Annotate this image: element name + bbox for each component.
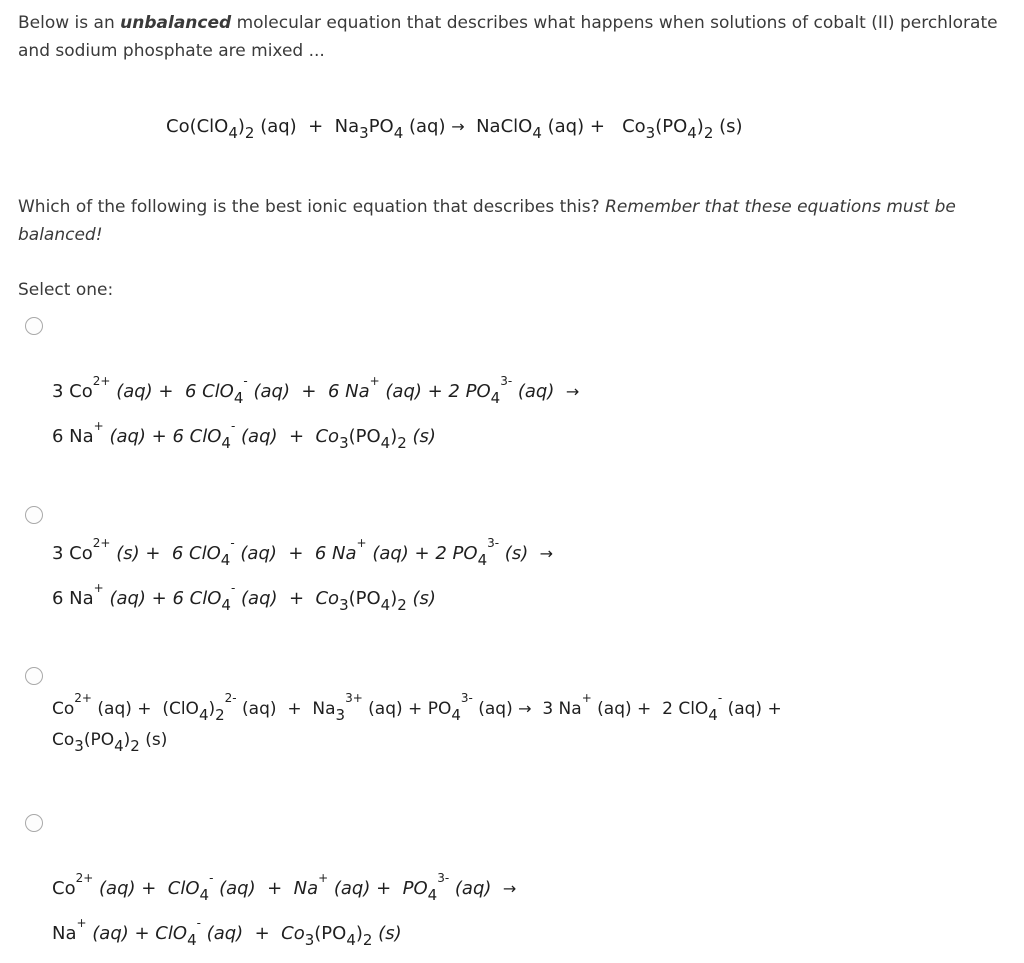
eq-part: (PO — [348, 426, 381, 447]
eq-sub: 4 — [380, 596, 391, 614]
eq-part: (aq) + Na — [236, 699, 336, 719]
eq-part: (s) + 6 ClO — [110, 543, 221, 564]
eq-part: (aq) + 2 ClO — [591, 699, 709, 719]
reaction-arrow-icon: → — [565, 382, 580, 401]
eq-sup: - — [243, 374, 248, 388]
eq-sub: 2 — [397, 596, 407, 614]
eq-part: (s) — [499, 543, 540, 564]
eq-part: ) — [208, 699, 216, 719]
eq-part: (aq) — [472, 699, 519, 719]
eq-part: (PO — [83, 730, 115, 750]
eq-part: Co — [52, 730, 75, 750]
eq-sub: 4 — [221, 596, 231, 614]
eq-part: (aq) — [449, 878, 503, 899]
eq-sub: 2 — [130, 737, 140, 755]
eq-sup: 3+ — [345, 691, 363, 705]
eq-sub: 4 — [199, 886, 210, 904]
eq-sub: 4 — [393, 124, 404, 142]
option-3-radio[interactable] — [25, 667, 43, 685]
eq-sup: 2+ — [92, 536, 111, 550]
option-2-line-1 — [52, 532, 553, 577]
eq-sub: 3 — [359, 124, 369, 142]
eq-sub: 4 — [221, 434, 231, 452]
eq-sub: 4 — [477, 551, 488, 569]
eq-sub: 4 — [233, 389, 244, 407]
eq-part: ) — [390, 588, 398, 609]
reaction-arrow-icon: → — [539, 544, 554, 563]
eq-part: PO — [368, 116, 394, 137]
eq-part: (s) — [406, 426, 436, 447]
option-4-line-1 — [52, 867, 516, 912]
option-4-radio[interactable] — [25, 814, 43, 832]
intro-text: Below is an — [18, 13, 121, 33]
option-1-equation[interactable] — [52, 370, 579, 460]
eq-sup: + — [93, 419, 104, 433]
question-emphasis: Remember that these equations must be balanced! — [18, 197, 956, 245]
eq-part: (aq) + Co — [200, 923, 305, 944]
eq-sup: 2+ — [75, 871, 94, 885]
eq-sub: 4 — [532, 124, 542, 142]
eq-sub: 2 — [215, 706, 225, 724]
option-4-line-2 — [52, 912, 516, 957]
eq-sup: 3- — [487, 536, 500, 550]
option-2-equation[interactable] — [52, 532, 553, 622]
option-4-equation[interactable] — [52, 867, 516, 957]
eq-part: (aq) + 2 PO — [379, 381, 491, 402]
eq-part: (aq) — [512, 381, 566, 402]
eq-part: ) — [123, 730, 131, 750]
eq-part: (aq) + 6 Na — [234, 543, 357, 564]
eq-part: (s) — [713, 116, 743, 137]
eq-part: (s) — [406, 588, 436, 609]
eq-sub: 4 — [198, 706, 209, 724]
reaction-arrow-icon: → — [502, 879, 517, 898]
eq-part: Co(ClO — [166, 116, 229, 137]
eq-sub: 4 — [451, 706, 461, 724]
eq-part: (aq) + ClO — [86, 923, 188, 944]
eq-part: (aq) + (ClO — [91, 699, 199, 719]
eq-sup: 2- — [224, 691, 237, 705]
eq-sub: 2 — [362, 931, 373, 949]
eq-part: 3 Co — [52, 381, 93, 402]
eq-part: (PO — [348, 588, 381, 609]
eq-sub: 3 — [304, 931, 315, 949]
reaction-arrow-icon: → — [518, 699, 532, 718]
eq-part: (aq) + 6 ClO — [110, 381, 234, 402]
eq-part: (aq) + PO — [328, 878, 428, 899]
eq-part: (aq) + PO — [362, 699, 452, 719]
eq-sup: - — [717, 691, 723, 705]
eq-part: Co — [52, 699, 75, 719]
question-intro — [18, 9, 1008, 65]
eq-part: (aq) + — [722, 699, 782, 719]
eq-sup: 2+ — [74, 691, 92, 705]
eq-sup: - — [230, 581, 236, 595]
eq-part: ) — [237, 116, 245, 137]
option-2-line-2 — [52, 577, 553, 622]
eq-sup: + — [356, 536, 367, 550]
eq-sub: 4 — [220, 551, 231, 569]
eq-sup: 3- — [500, 374, 513, 388]
eq-sub: 4 — [687, 124, 697, 142]
eq-sup: 3- — [460, 691, 473, 705]
eq-sub: 2 — [244, 124, 255, 142]
question-text: Which of the following is the best ionic equation that describes this? — [18, 197, 606, 217]
eq-sup: 2+ — [92, 374, 111, 388]
eq-part: 3 Co — [52, 543, 93, 564]
eq-sub: 4 — [708, 706, 718, 724]
eq-part: Na — [52, 923, 77, 944]
eq-sup: 3- — [437, 871, 450, 885]
eq-part: (s) — [139, 730, 168, 750]
eq-sub: 3 — [339, 596, 349, 614]
reaction-arrow-icon: → — [451, 117, 465, 136]
option-3-line-1 — [52, 691, 782, 725]
eq-part: (aq) — [403, 116, 452, 137]
option-1-radio[interactable] — [25, 317, 43, 335]
eq-sub: 3 — [74, 737, 84, 755]
eq-sub: 4 — [228, 124, 238, 142]
eq-sup: + — [581, 691, 592, 705]
select-one-label: Select one: — [18, 280, 114, 300]
eq-sub: 4 — [114, 737, 124, 755]
eq-part: (aq) + Na — [213, 878, 319, 899]
eq-part: (s) — [372, 923, 402, 944]
eq-sub: 3 — [645, 124, 656, 142]
intro-emphasis: unbalanced — [120, 13, 232, 33]
eq-part: NaClO — [464, 116, 533, 137]
eq-part: (aq) + Co — [235, 588, 340, 609]
option-1-line-1 — [52, 370, 579, 415]
eq-sub: 4 — [346, 931, 356, 949]
eq-part: ) — [390, 426, 398, 447]
option-2-radio[interactable] — [25, 506, 43, 524]
eq-sub: 3 — [339, 434, 349, 452]
eq-part: (aq) + ClO — [93, 878, 200, 899]
eq-part: (PO — [655, 116, 688, 137]
question-prompt — [18, 193, 1008, 249]
eq-part: (aq) + 6 ClO — [103, 426, 222, 447]
eq-part: (aq) + 2 PO — [366, 543, 478, 564]
eq-part: (aq) + Na — [254, 116, 360, 137]
eq-part: (aq) + Co — [235, 426, 340, 447]
eq-sup: + — [318, 871, 329, 885]
option-3-equation[interactable] — [52, 691, 782, 755]
eq-part: 6 Na — [52, 426, 94, 447]
eq-part: 6 Na — [52, 588, 94, 609]
eq-sup: + — [93, 581, 104, 595]
eq-sup: - — [196, 916, 201, 930]
intro-text-rest: molecular equation that describes what happens when solutions of cobalt (II) perchlorate and sodium phosphate are mixed ... — [18, 13, 998, 61]
option-1-line-2 — [52, 415, 579, 460]
eq-part: (aq) + 6 Na — [247, 381, 370, 402]
eq-sub: 3 — [335, 706, 346, 724]
eq-sup: - — [230, 419, 236, 433]
eq-part: ) — [696, 116, 704, 137]
eq-sub: 4 — [380, 434, 391, 452]
eq-sup: - — [209, 871, 214, 885]
eq-part: 3 Na — [531, 699, 582, 719]
eq-part: (aq) + Co — [541, 116, 646, 137]
eq-sub: 4 — [427, 886, 438, 904]
eq-sub: 4 — [490, 389, 501, 407]
eq-sub: 2 — [703, 124, 714, 142]
eq-part: ) — [355, 923, 363, 944]
eq-sup: + — [76, 916, 87, 930]
eq-part: (aq) + 6 ClO — [103, 588, 222, 609]
eq-sup: + — [369, 374, 380, 388]
eq-sub: 4 — [187, 931, 197, 949]
option-3-line-2 — [52, 725, 782, 755]
eq-part: Co — [52, 878, 76, 899]
eq-part: (PO — [314, 923, 347, 944]
eq-sup: - — [230, 536, 235, 550]
molecular-equation — [166, 116, 743, 142]
eq-sub: 2 — [397, 434, 407, 452]
